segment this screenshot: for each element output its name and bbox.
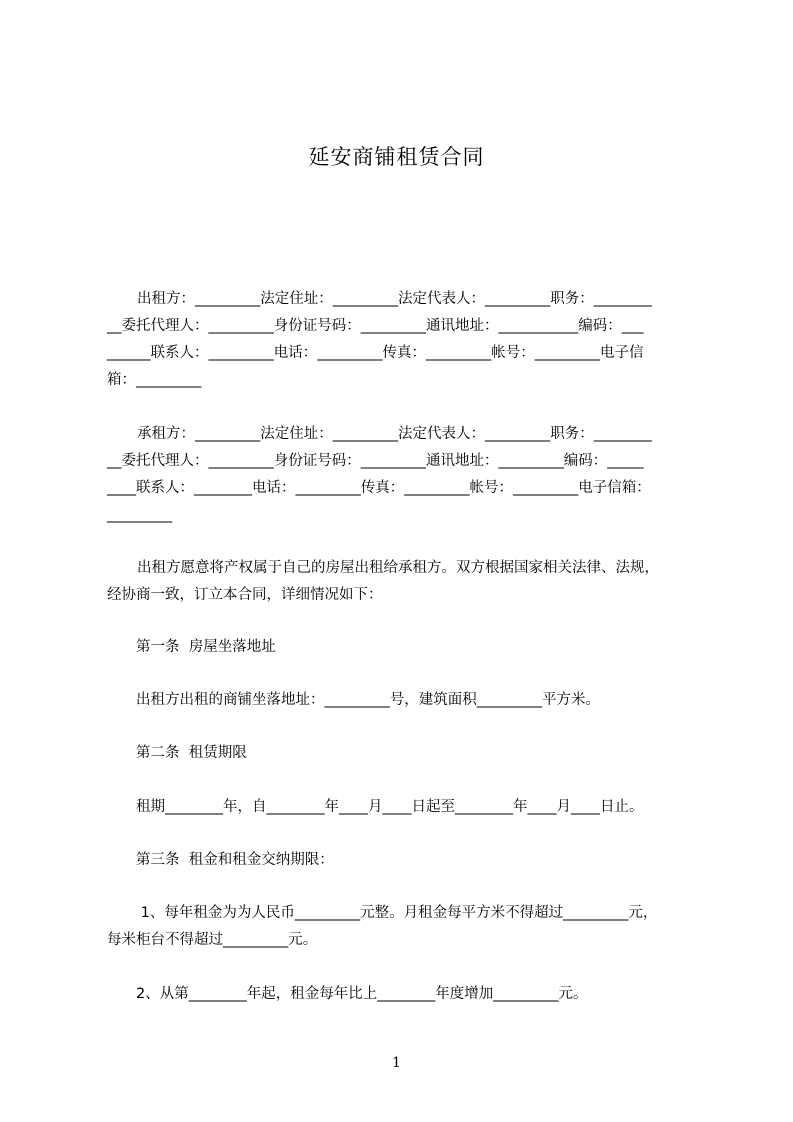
lessee-party-block bbox=[107, 421, 701, 529]
page-number: 1 bbox=[392, 1055, 401, 1071]
article-1-heading: 第一条 房屋坐落地址 bbox=[136, 639, 276, 655]
document-title: 延安商铺租赁合同 bbox=[308, 145, 485, 169]
lessor-party-block bbox=[107, 286, 701, 394]
intro-paragraph bbox=[107, 555, 701, 609]
article-2-heading: 第二条 租赁期限 bbox=[136, 745, 247, 761]
lessor-line: __委托代理人：_________身份证号码：_________通讯地址：___________编码：___ bbox=[107, 318, 644, 334]
lessee-line: 承租方：_________法定住址：_________法定代表人：_________职务：________ bbox=[137, 426, 652, 442]
article-3-item-1 bbox=[107, 900, 701, 954]
article-3-item-1-line: 1、每年租金为为人民币_________元整。月租金每平方米不得超过_________元， bbox=[136, 905, 658, 921]
article-2-body: 租期________年，自________年____月____日起至________年____月____日止。 bbox=[136, 799, 644, 815]
lessee-line: ____联系人：________电话：_________传真：_________帐号：_________电子信箱： bbox=[107, 480, 651, 496]
intro-line: 经协商一致，订立本合同，详细情况如下： bbox=[107, 587, 383, 603]
lessor-line: ______联系人：_________电话：_________传真：_________帐号：_________电子信 bbox=[107, 345, 644, 361]
article-3-heading: 第三条 租金和租金交纳期限： bbox=[136, 852, 334, 868]
lessee-line: __委托代理人：_________身份证号码：_________通讯地址：_________编码：_____ bbox=[107, 453, 644, 469]
lessor-line: 出租方：_________法定住址：_________法定代表人：_________职务：________ bbox=[137, 291, 652, 307]
article-3-item-2: 2、从第________年起，租金每年比上________年度增加_________元。 bbox=[136, 986, 588, 1002]
intro-line: 出租方愿意将产权属于自己的房屋出租给承租方。双方根据国家相关法律、法规， bbox=[137, 560, 659, 576]
lessee-line: _________ bbox=[107, 507, 173, 523]
article-3-item-1-line: 每米柜台不得超过_________元。 bbox=[107, 932, 318, 948]
lessor-line: 箱：_________ bbox=[107, 372, 202, 388]
article-1-body: 出租方出租的商铺坐落地址：_________号，建筑面积_________平方米。 bbox=[136, 692, 600, 708]
